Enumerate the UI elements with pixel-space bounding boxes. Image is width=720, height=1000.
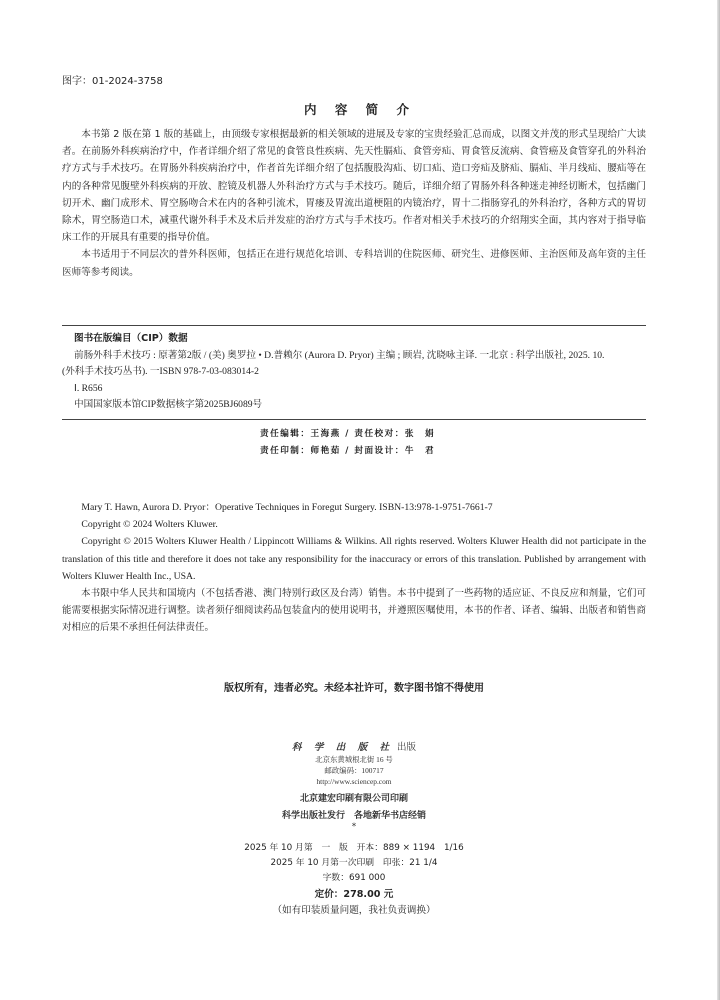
copyright-line: Mary T. Hawn, Aurora D. Pryor：Operative Techniques in Foregut Surgery. ISBN-13:978-1-9751-7661-7: [81, 502, 493, 513]
editor-credits: [260, 426, 560, 460]
publisher-postcode: 邮政编码：100717: [324, 766, 384, 775]
cip-line: 前肠外科手术技巧 : 原著第2版 / (美) 奥罗拉 • D.普赖尔 (Aurora D. Pryor) 主编 ; 顾岩, 沈晓咏主译. 一北京 : 科学出版社, 2025. 10.: [74, 349, 605, 361]
distribution: 科学出版社发行 各地新华书店经销: [281, 811, 426, 821]
publisher-website: http://www.sciencep.com: [316, 777, 392, 786]
copyright-line: Copyright © 2015 Wolters Kluwer Health / Lippincott Williams & Wilkins. All rights reserved. Wolters Kluwer Health did not participate in the translation of this title and therefore it does not take any responsibility for the inaccuracy or errors of this translation. Published by arrangement with Wolters Kluwer Health Inc., USA.: [62, 536, 646, 582]
intro-body: [62, 126, 646, 281]
cip-line: Ⅰ. R656: [74, 382, 103, 394]
publisher-name: [0, 739, 708, 753]
price: 定价：278.00 元: [314, 889, 394, 900]
publisher-suffix: 出版: [397, 742, 417, 753]
cip-heading: 图书在版编目（CIP）数据: [74, 333, 188, 344]
copyright-block: [62, 499, 646, 637]
rights-statement: 版权所有，违者必究。未经本社许可，数字图书馆不得使用: [224, 683, 484, 694]
publisher-press: 科 学 出 版 社: [291, 743, 394, 753]
editor-line: 责任印制：师艳茹 / 封面设计：牛 君: [260, 446, 436, 456]
publisher-address: 北京东黄城根北街 16 号: [315, 755, 393, 764]
cip-top-rule: [62, 325, 646, 326]
quality-note: （如有印装质量问题，我社负责调换）: [272, 905, 436, 916]
intro-paragraph: 本书适用于不同层次的普外科医师，包括正在进行规范化培训、专科培训的住院医师、研究生、进修医师、主治医师及高年资的主任医师等参考阅读。: [62, 249, 646, 278]
copyright-line: Copyright © 2024 Wolters Kluwer.: [81, 519, 218, 531]
figure-number: 图字：01-2024-3758: [62, 76, 163, 87]
printer: 北京建宏印刷有限公司印刷: [299, 794, 408, 804]
intro-title: 内 容 简 介: [303, 102, 417, 117]
intro-paragraph: 本书第 2 版在第 1 版的基础上，由顶级专家根据最新的相关领域的进展及专家的宝贵经验汇总而成，以图文并茂的形式呈现给广大读者。在前肠外科疾病治疗中，作者详细介绍了常见的食管良性疾病、先天性膈疝、食管旁疝、胃食管反流病、食管癌及食管穿孔的外科治疗方式与手术技巧。在胃肠外科疾病治疗中，作者首先详细介绍了包括腹股沟疝、切口疝、造口旁疝及脐疝、膈疝、半月线疝、腰疝等在内的各种常见腹壁外科疾病的开放、腔镜及机器人外科治疗方式与手术技巧。随后，详细介绍了胃肠外科各种迷走神经切断术，包括幽门切开术、幽门成形术、胃空肠吻合术在内的各种引流术，胃瘘及胃流出道梗阻的内镜治疗，胃十二指肠穿孔的外科治疗，各种方式的胃切除术，胃空肠造口术，减重代谢外科手术及术后并发症的治疗方式与手术技巧。作者对相关手术技巧的介绍翔实全面，其内容对于指导临床工作的开展具有重要的指导价值。: [62, 129, 646, 244]
cip-bottom-rule: [62, 419, 646, 420]
word-count: 字数：691 000: [322, 873, 386, 883]
separator-mark: *: [351, 822, 357, 832]
printing-line: 2025 年 10 月第一次印刷 印张：21 1/4: [270, 858, 438, 868]
cip-line: 中国国家版本馆CIP数据核字第2025BJ6089号: [74, 399, 263, 410]
cip-line: (外科手术技巧丛书). 一ISBN 978-7-03-083014-2: [62, 366, 259, 377]
cip-block: [62, 331, 646, 414]
edition-line: 2025 年 10 月第 一 版 开本：889 × 1194 1/16: [244, 843, 464, 853]
sales-notice: 本书限中华人民共和国境内（不包括香港、澳门特别行政区及台湾）销售。本书中提到了一些药物的适应证、不良反应和剂量，它们可能需要根据实际情况进行调整。读者须仔细阅读药品包装盒内的使用说明书，并遵照医嘱使用，本书的作者、译者、编辑、出版者和销售商对相应的后果不承担任何法律责任。: [62, 588, 646, 634]
editor-line: 责任编辑：王海燕 / 责任校对：张 娟: [260, 429, 436, 439]
